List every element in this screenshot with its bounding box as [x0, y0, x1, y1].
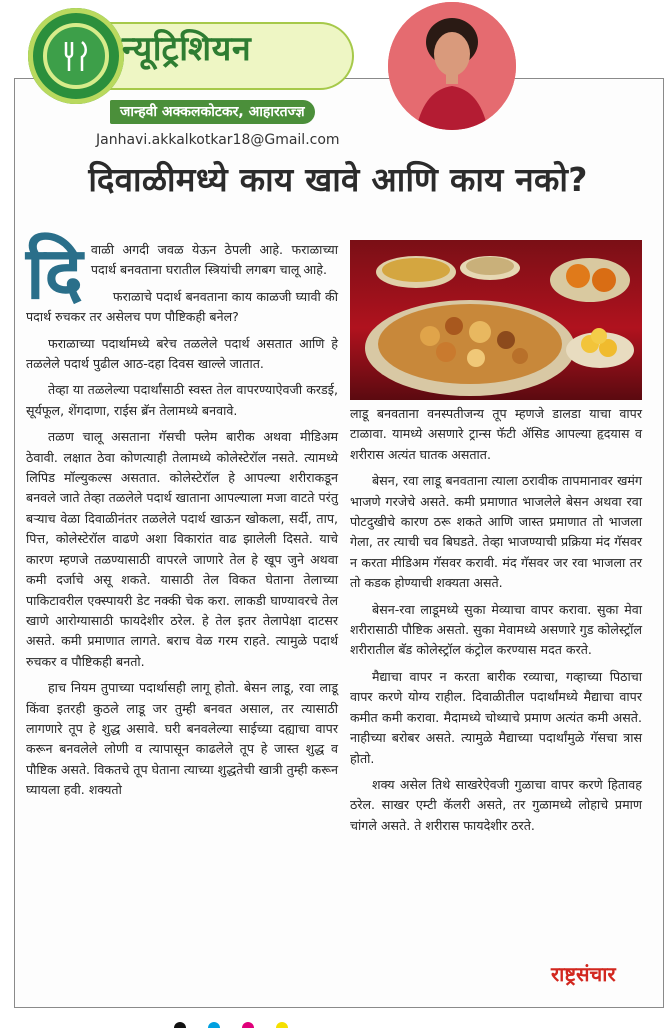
section-title: न्यूट्रिशियन [122, 29, 252, 69]
article-paragraph: फराळाचे पदार्थ बनवताना काय काळजी घ्यावी की पदार्थ रुचकर तर असेलच पण पौष्टिकही बनेल? [26, 288, 338, 325]
article-paragraph: बेसन-रवा लाडूमध्ये सुका मेव्याचा वापर करावा. सुका मेवा शरीरासाठी पौष्टिक असतो. सुका मेवामध्ये असणारे गुड कोलेस्ट्रॉल शरीरातील बॅड कोलेस्ट्रॉल कंट्रोल करण्यास मदत करते. [350, 601, 642, 658]
article-paragraph: मैद्याचा वापर न करता बारीक रव्याचा, गव्हाच्या पिठाचा वापर करणे योग्य राहील. दिवाळीतील पदार्थांमध्ये मैद्याचा वापर कमीत कमी करावा. मैदामध्ये चोथ्याचे प्रमाण अत्यंत कमी असते. नाहीच्या बरोबर असते. त्यामुळे मैद्याच्या पदार्थांमुळे गॅसचा त्रास होतो. [350, 668, 642, 766]
fork-knife-icon [43, 23, 109, 89]
diwali-sweets-photo [350, 240, 642, 400]
article-paragraph: हाच नियम तुपाच्या पदार्थासही लागू होतो. बेसन लाडू, रवा लाडू किंवा इतरही कुठले लाडू जर तुम्ही बनवत असाल, तर त्यासाठी लागणारे तूप हे शुद्ध असावे. घरी बनवलेल्या साईच्या दह्याचा वापर करून बनवलेले लोणी व त्यापासून काढलेले तूप हे जास्त शुद्ध व पौष्टिक असते. विकतचे तूप घेताना त्याच्या शुद्धतेची खात्री तुम्ही करून घ्यायला हवी. शक्यतो [26, 680, 338, 798]
article-paragraph: बेसन, रवा लाडू बनवताना त्याला ठरावीक तापमानावर खमंग भाजणे गरजेचे असते. कमी प्रमाणात भाजलेले बेसन अथवा रवा पोटदुखीचे कारण ठरू शकते आणि जास्त प्रमाणात तो भाजला गेला, तर त्याची चव बिघडते. तेव्हा भाजण्याची प्रक्रिया मंद गॅसवर न करता मीडिअम गॅसवर करावी. मंद गॅसवर जर रवा भाजला तर तो कडक होण्याची शक्यता असते. [350, 473, 642, 591]
drop-cap: दि [26, 231, 83, 315]
article-paragraph: वाळी अगदी जवळ येऊन ठेपली आहे. फराळाच्या पदार्थ बनवताना घरातील स्त्रियांची लगबग चालू आहे. [90, 242, 338, 278]
article-paragraph: फराळाच्या पदार्थामध्ये बरेच तळलेले पदार्थ असतात आणि हे तळलेले पदार्थ पुढील आठ-दहा दिवस खाल्ले जातात. [26, 335, 338, 372]
newspaper-logo: राष्ट्रसंचार [551, 962, 616, 986]
author-photo [388, 2, 516, 130]
author-byline: जान्हवी अक्कलकोटकर, आहारतज्ज्ञ [110, 100, 315, 124]
article-paragraph: तेव्हा या तळलेल्या पदार्थांसाठी स्वस्त तेल वापरण्याऐवजी करडई, सूर्यफूल, शेंगदाणा, राईस ब्रॅन तेलामध्ये बनवावे. [26, 382, 338, 418]
article-paragraph: तळण चालू असताना गॅसची फ्लेम बारीक अथवा मीडिअम ठेवावी. लक्षात ठेवा कोणत्याही तेलामध्ये कोलेस्टेरॉल नसते. त्यामध्ये लिपिड मॉल्युकल्स असतात. कोलेस्टेरॉल हे आपल्या शरीराकडून बनवले जाते तेव्हा तळलेले पदार्थ खाताना आपल्याला मजा वाटते परंतु बऱ्याच वेळा दिवाळीनंतर तळलेले पदार्थ खाऊन खोकला, सर्दी, ताप, पित्त, कोलेस्टेरॉल वाढणे अशा विकारांत वाढ झालेली दिसते. याचे कारण म्हणजे तळण्यासाठी वापरले जाणारे तेल हे खूप जुने अथवा कमी दर्जाचे असू शकते. यासाठी तेल विकत घेताना तेलाच्या पाकिटावरील एक्स्पायरी डेट नक्की चेक करा. लाकडी घाण्यावरचे तेल खाणे आरोग्यासाठी फायदेशीर ठरेल. हे तेल इतर तेलापेक्षा दाटसर असते. कमी प्रमाणात लागते. बराच वेळ गरम राहते. त्यामुळे पदार्थ रुचकर व पौष्टिकही बनतो. [26, 429, 338, 669]
author-email: Janhavi.akkalkotkar18@Gmail.com [96, 132, 340, 148]
article-headline: दिवाळीमध्ये काय खावे आणि काय नको? [88, 160, 588, 199]
nutrition-logo [28, 8, 124, 104]
right-column [350, 404, 642, 842]
article-paragraph: शक्य असेल तिथे साखरेऐवजी गुळाचा वापर करणे हितावह ठरेल. साखर एम्टी कॅलरी असते, तर गुळामध्ये लोहाचे प्रमाण चांगले असते. ते शरीरास फायदेशीर ठरते. [350, 776, 642, 833]
article-paragraph: लाडू बनवताना वनस्पतीजन्य तूप म्हणजे डालडा याचा वापर टाळावा. यामध्ये असणारे ट्रान्स फॅटी ॲसिड आपल्या हृदयास व शरीरास अत्यंत घातक असतात. [350, 406, 642, 462]
left-column [26, 231, 338, 807]
